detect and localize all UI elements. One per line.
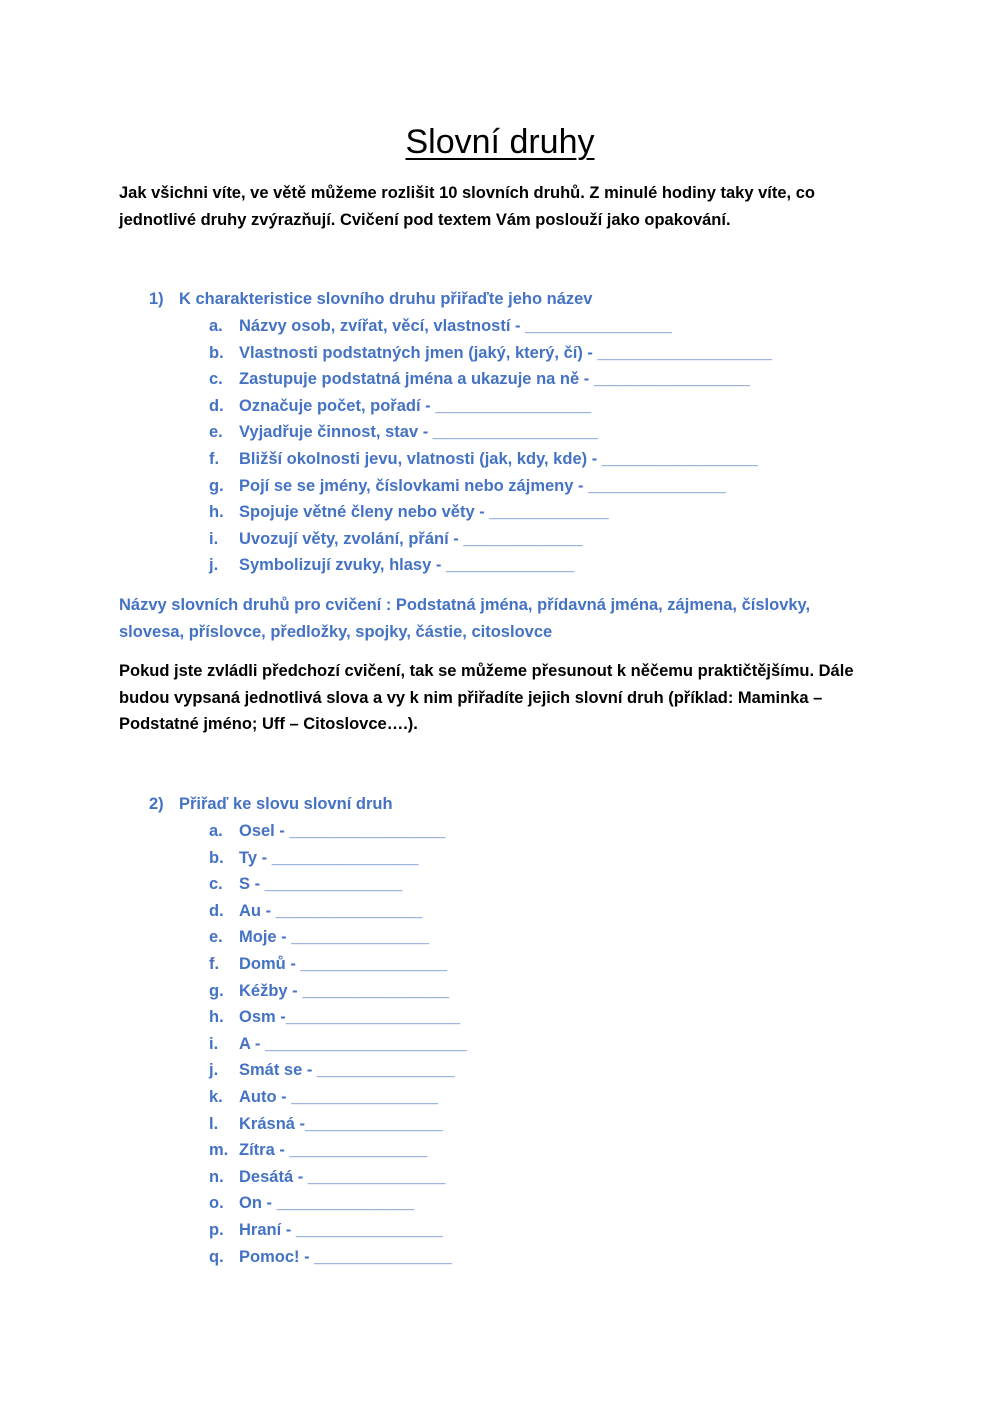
list-item	[209, 978, 467, 1005]
list-item	[209, 1057, 467, 1084]
list-item	[209, 1164, 467, 1191]
exercise-2-title: Přiřaď ke slovu slovní druh	[179, 795, 393, 813]
item-text[interactable]: Zastupuje podstatná jména a ukazuje na ně - _________________	[239, 370, 750, 389]
item-text[interactable]: Spojuje větné členy nebo věty - _____________	[239, 503, 609, 522]
list-item	[209, 473, 772, 500]
exercise-1-list	[209, 313, 772, 579]
item-text[interactable]: Auto - ________________	[239, 1087, 439, 1106]
list-item	[209, 340, 772, 367]
item-letter: b.	[209, 343, 224, 362]
list-item	[209, 1084, 467, 1111]
exercise-1-title: K charakteristice slovního druhu přiřaďte jeho název	[179, 290, 593, 308]
list-item	[209, 898, 467, 925]
list-item	[209, 1217, 467, 1244]
item-text[interactable]: Kéžby - ________________	[239, 981, 450, 1000]
item-text[interactable]: Vlastnosti podstatných jmen (jaký, který, čí) - ___________________	[239, 343, 772, 362]
item-letter: h.	[209, 503, 224, 522]
item-letter: g.	[209, 476, 224, 495]
item-letter: d.	[209, 396, 224, 415]
item-letter: b.	[209, 848, 224, 867]
list-item	[209, 1031, 467, 1058]
item-letter: f.	[209, 954, 220, 973]
item-text[interactable]: Symbolizují zvuky, hlasy - ______________	[239, 556, 575, 575]
item-text[interactable]: Smát se - _______________	[239, 1061, 455, 1080]
item-letter: i.	[209, 529, 219, 548]
list-item	[209, 499, 772, 526]
page-title: Slovní druhy	[405, 123, 595, 161]
item-text[interactable]: S - _______________	[239, 875, 403, 894]
item-text[interactable]: Moje - _______________	[239, 928, 429, 947]
item-text[interactable]: Pojí se se jmény, číslovkami nebo zájmeny - _______________	[239, 476, 726, 495]
item-text[interactable]: Pomoc! - _______________	[239, 1247, 452, 1266]
item-letter: m.	[209, 1141, 229, 1160]
item-text[interactable]: Desátá - _______________	[239, 1167, 446, 1186]
list-item	[209, 871, 467, 898]
item-text[interactable]: Zítra - _______________	[239, 1141, 428, 1160]
item-letter: e.	[209, 928, 223, 947]
list-item	[209, 1244, 467, 1271]
item-text[interactable]: Osm -___________________	[239, 1008, 461, 1027]
list-item	[209, 1004, 467, 1031]
item-text[interactable]: A - ______________________	[239, 1034, 467, 1053]
item-text[interactable]: Bližší okolnosti jevu, vlatnosti (jak, kdy, kde) - _________________	[239, 449, 758, 468]
list-item	[209, 845, 467, 872]
item-letter: a.	[209, 317, 223, 335]
transition-paragraph: Pokud jste zvládli předchozí cvičení, tak se můžeme přesunout k něčemu praktičtějšímu. Dále budou vypsaná jednotlivá slova a vy k nim přiřadíte jejich slovní druh (příklad: Maminka – Podstatné jméno; Uff – Citoslovce….).	[119, 662, 854, 733]
names-note: Názvy slovních druhů pro cvičení : Podstatná jména, přídavná jména, zájmena, číslovky, slovesa, příslovce, předložky, spojky, částie, citoslovce	[119, 596, 811, 641]
item-letter: a.	[209, 822, 223, 840]
item-text[interactable]: Domů - ________________	[239, 954, 448, 973]
list-item	[209, 393, 772, 420]
item-letter: d.	[209, 901, 224, 920]
item-letter: k.	[209, 1087, 223, 1106]
item-text[interactable]: On - _______________	[239, 1194, 415, 1213]
item-text[interactable]: Hraní - ________________	[239, 1220, 443, 1239]
item-letter: f.	[209, 449, 220, 468]
list-item	[209, 552, 772, 579]
item-letter: i.	[209, 1034, 219, 1053]
list-item	[209, 951, 467, 978]
item-text[interactable]: Krásná -_______________	[239, 1114, 443, 1133]
item-letter: p.	[209, 1220, 224, 1239]
item-letter: e.	[209, 423, 223, 442]
exercise-1-heading	[149, 286, 592, 313]
list-item	[209, 366, 772, 393]
item-text[interactable]: Au - ________________	[239, 901, 423, 920]
item-text[interactable]: Uvozují věty, zvolání, přání - _____________	[239, 529, 583, 548]
item-text[interactable]: Ty - ________________	[239, 848, 419, 867]
list-item	[209, 446, 772, 473]
item-text[interactable]: Osel - _________________	[239, 822, 446, 840]
item-letter: q.	[209, 1247, 224, 1266]
item-letter: o.	[209, 1194, 224, 1213]
list-item	[209, 818, 467, 845]
item-letter: l.	[209, 1114, 219, 1133]
exercise-1-number: 1)	[149, 290, 164, 308]
item-letter: n.	[209, 1167, 224, 1186]
item-text[interactable]: Vyjadřuje činnost, stav - __________________	[239, 423, 598, 442]
list-item	[209, 313, 772, 340]
item-letter: g.	[209, 981, 224, 1000]
item-text[interactable]: Názvy osob, zvířat, věcí, vlastností - ________________	[239, 317, 672, 335]
exercise-2-heading	[149, 791, 393, 818]
item-letter: j.	[209, 1061, 219, 1080]
list-item	[209, 419, 772, 446]
list-item	[209, 1190, 467, 1217]
list-item	[209, 1137, 467, 1164]
intro-paragraph: Jak všichni víte, ve větě můžeme rozlišit 10 slovních druhů. Z minulé hodiny taky víte, co jednotlivé druhy zvýrazňují. Cvičení pod textem Vám poslouží jako opakování.	[119, 184, 815, 229]
list-item	[209, 526, 772, 553]
item-text[interactable]: Označuje počet, pořadí - _________________	[239, 396, 592, 415]
exercise-2-list	[209, 818, 467, 1270]
exercise-2-number: 2)	[149, 795, 164, 813]
item-letter: c.	[209, 370, 223, 389]
item-letter: h.	[209, 1008, 224, 1027]
item-letter: j.	[209, 556, 219, 575]
item-letter: c.	[209, 875, 223, 894]
list-item	[209, 1111, 467, 1138]
list-item	[209, 924, 467, 951]
